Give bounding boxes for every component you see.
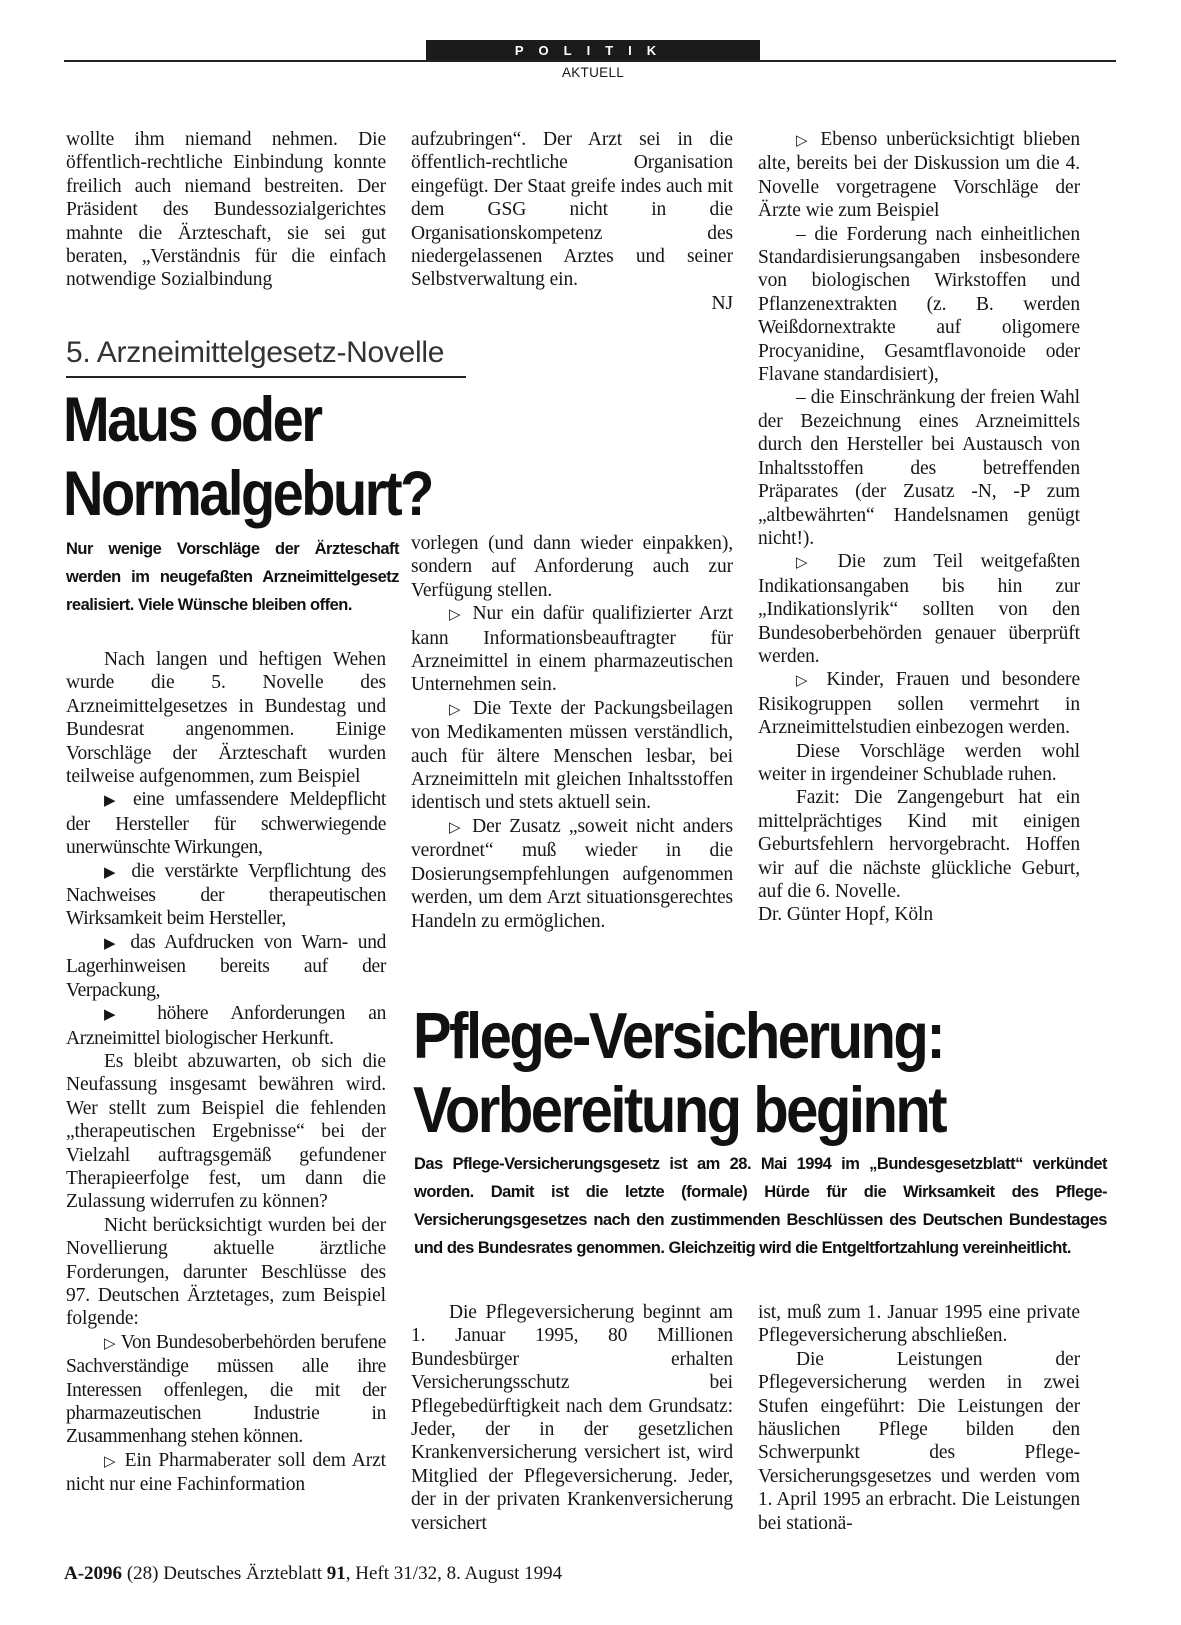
open-triangle-bullet-icon: ▷ — [796, 131, 812, 149]
open-triangle-bullet-icon: ▷ — [796, 553, 821, 572]
article2-col1-paragraph: Nach langen und heftigen Wehen wurde die 5. Novelle des Arzneimittelgesetzes in Bundestag und Bundesrat angenommen. Einige Vorschläge der Ärzteschaft wurden teilweise aufgenommen, zum Beispiel — [66, 649, 386, 788]
article1-text-col2: aufzubringen“. Der Arzt sei in die öffentlich-rechtliche Organisation eingefügt. Der Staat greife indes auch mit dem GSG nicht in die Organisationskompetenz des niedergelassenen Arztes und seiner Selbstverwaltung ein. — [411, 129, 733, 291]
article3-col2-paragraph: Die Leistungen der Pflegeversicherung werden in zwei Stufen eingeführt: Die Leistungen der häuslichen Pflege bilden den Schwerpunkt des Pflege-Versicherungsgesetzes und werden vom 1. April 1995 an erbracht. Die Leistungen bei stationä- — [758, 1348, 1080, 1534]
page-number: A-2096 — [64, 1563, 123, 1584]
subressort-label: AKTUELL — [561, 65, 625, 80]
list-item: ▶ das Aufdrucken von Warn- und Lagerhinweisen bereits auf der Verpackung, — [66, 931, 386, 1001]
article3-headline-line1: Pflege-Versicherung: — [413, 1000, 944, 1073]
article2-teaser: Nur wenige Vorschläge der Ärzteschaft werden im neugefaßten Arzneimittelgesetz realisiert. Viele Wünsche bleiben offen. — [66, 540, 399, 614]
article2-column-3 — [758, 128, 1080, 927]
article3-col2-paragraph: ist, muß zum 1. Januar 1995 eine private Pflegeversicherung abschließen. — [758, 1302, 1080, 1347]
article2-col3-paragraph: Fazit: Die Zangengeburt hat ein mittelprächtiges Kind mit einigen Geburtsfehlern hervorgebracht. Hoffen wir auf die nächste glückliche Geburt, auf die 6. Novelle. — [758, 787, 1080, 902]
article1-column-2 — [411, 128, 733, 315]
list-item: ▷ Nur ein dafür qualifizierter Arzt kann Informationsbeauftragter für Arzneimittel in einem pharmazeutischen Unternehmen sein. — [411, 603, 733, 696]
dash-item: – die Forderung nach einheitlichen Standardisierungsangaben insbesondere von biologischen Wirkstoffen und Pflanzenextrakten (z. B. werden Weißdornextrakte auf oligomere Procyanidine, Gesamtflavonoide oder Flavane standardisiert), — [758, 223, 1080, 386]
ressort-label: POLITIK — [426, 40, 760, 61]
list-item: ▷ Kinder, Frauen und besondere Risikogruppen sollen vermehrt in Arzneimittelstudien einbezogen werden. — [758, 669, 1081, 739]
article2-headline — [63, 383, 432, 531]
article2-col2-paragraph: vorlegen (und dann wieder einpakken), sondern auf Anforderung auch zur Verfügung stellen. — [411, 533, 733, 601]
header-rule — [64, 60, 1116, 62]
article2-col1-paragraph: Nicht berücksichtigt wurden bei der Novellierung aktuelle ärztliche Forderungen, darunter Beschlüsse des 97. Deutschen Ärztetages, zum Beispiel folgende: — [66, 1214, 386, 1330]
article2-headline-line1: Maus oder — [63, 384, 321, 455]
list-item: ▶ die verstärkte Verpflichtung des Nachweises der therapeutischen Wirksamkeit beim Hersteller, — [66, 860, 386, 930]
open-triangle-bullet-icon: ▷ — [449, 699, 465, 718]
open-triangle-bullet-icon: ▷ — [104, 1333, 116, 1352]
article2-author: Dr. Günter Hopf, Köln — [758, 904, 933, 926]
article1-signature: NJ — [711, 292, 733, 314]
open-triangle-bullet-icon: ▷ — [104, 1451, 118, 1470]
list-item: ▷ Von Bundesoberbehörden berufene Sachverständige müssen alle ihre Interessen offenlegen, die mit der pharmazeutischen Industrie in Zusammenhang stehen können. — [66, 1331, 387, 1448]
list-item: ▷ Der Zusatz „soweit nicht anders verordnet“ muß wieder in die Dosierungsempfehlungen aufgenommen werden, um dem Arzt situationsgerechtes Handeln zu ermöglichen. — [411, 815, 733, 932]
issue-date: , Heft 31/32, 8. August 1994 — [345, 1563, 563, 1584]
dash-item: – die Einschränkung der freien Wahl der Bezeichnung eines Arzneimittels durch den Hersteller bei Austausch von Inhaltsstoffen des betreffenden Präparates (der Zusatz -N, -P zum „altbewährten“ Handelsnamen genügt nicht!). — [758, 387, 1080, 549]
list-item: ▷ Die Texte der Packungsbeilagen von Medikamenten müssen verständlich, auch für ältere Menschen lesbar, bei Arzneimitteln mit gleichen Inhaltsstoffen identisch und stets aktuell sein. — [411, 697, 733, 814]
article1-text-col1: wollte ihm niemand nehmen. Die öffentlich-rechtliche Einbindung konnte freilich auch niemand bestreiten. Der Präsident des Bundessozialgerichtes mahnte die Ärzteschaft, sie sei gut beraten, „Verständnis für die einfach notwendige Sozialbindung — [66, 129, 386, 291]
kicker-rule — [66, 376, 466, 378]
filled-triangle-bullet-icon: ▶ — [104, 933, 121, 952]
list-item: ▶ eine umfassendere Meldepflicht der Hersteller für schwerwiegende unerwünschte Wirkungen, — [66, 789, 386, 859]
article2-headline-line2: Normalgeburt? — [63, 458, 432, 529]
filled-triangle-bullet-icon: ▶ — [104, 862, 122, 881]
article2-column-2 — [411, 532, 733, 933]
list-item: ▷ Ebenso unberücksichtigt blieben alte, bereits bei der Diskussion um die 4. Novelle vorgetragene Vorschläge der Ärzte wie zum Beispiel — [758, 129, 1080, 222]
article2-col3-paragraph: Diese Vorschläge werden wohl weiter in irgendeiner Schublade ruhen. — [758, 740, 1080, 785]
page-number-paren: (28) — [126, 1563, 159, 1584]
list-item: ▷ Die zum Teil weitgefaßten Indikationsangaben bis hin zur „Indikationslyrik“ sollten von den Bundesoberbehörden genauer überprüft werden. — [758, 551, 1081, 667]
list-item: ▶ höhere Anforderungen an Arzneimittel biologischer Herkunft. — [66, 1003, 387, 1049]
journal-volume: 91 — [326, 1563, 346, 1584]
article3-headline — [413, 1000, 945, 1148]
filled-triangle-bullet-icon: ▶ — [104, 791, 122, 810]
article2-col1-paragraph: Es bleibt abzuwarten, ob sich die Neufassung insgesamt bewähren wird. Wer stellt zum Beispiel die fehlenden „therapeutischen Ergebnisse“ bei der Vielzahl auftragsgemäß gefundener Therapieerfolge fest, um dann die Zulassung widerrufen zu können? — [66, 1050, 386, 1213]
page-footer — [64, 1563, 764, 1585]
article2-column-1 — [66, 648, 386, 1497]
open-triangle-bullet-icon: ▷ — [449, 817, 464, 836]
list-item: ▷ Ein Pharmaberater soll dem Arzt nicht nur eine Fachinformation — [66, 1449, 386, 1496]
article3-column-2 — [758, 1301, 1080, 1535]
article3-col1-paragraph: Die Pflegeversicherung beginnt am 1. Januar 1995, 80 Millionen Bundesbürger erhalten Versicherungsschutz bei Pflegebedürftigkeit nach dem Grundsatz: Jeder, der in der gesetzlichen Krankenversicherung versichert ist, wird Mitglied der Pflegeversicherung. Jeder, der in der privaten Krankenversicherung versichert — [411, 1302, 733, 1534]
journal-name: Deutsches Ärzteblatt — [163, 1563, 323, 1584]
open-triangle-bullet-icon: ▷ — [449, 605, 465, 624]
article3-column-1 — [411, 1301, 733, 1535]
article3-teaser: Das Pflege-Versicherungsgesetz ist am 28. Mai 1994 im „Bundesgesetzblatt“ verkündet worden. Damit ist die letzte (formale) Hürde für die Wirksamkeit des Pflege-Versicherungsgesetzes nach den zustimmenden Beschlüssen des Deutschen Bundestages und des Bundesrates genommen. Gleichzeitig wird die Entgeltfortzahlung vereinheitlicht. — [414, 1155, 1107, 1257]
filled-triangle-bullet-icon: ▶ — [104, 1005, 134, 1024]
open-triangle-bullet-icon: ▷ — [796, 671, 815, 690]
article1-column-1 — [66, 128, 386, 292]
article3-headline-line2: Vorbereitung beginnt — [413, 1073, 946, 1147]
article2-kicker: 5. Arzneimittelgesetz-Novelle — [66, 336, 445, 369]
